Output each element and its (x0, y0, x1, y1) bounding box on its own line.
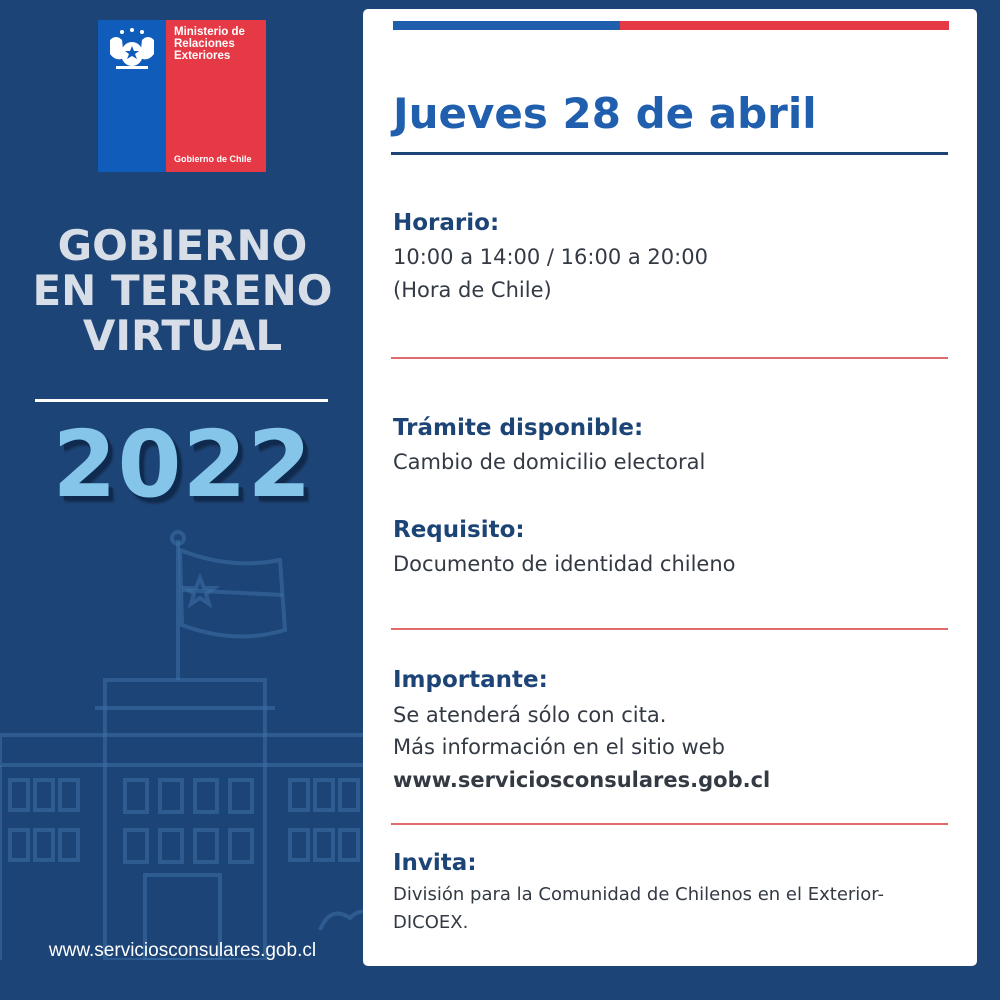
building-illustration (0, 520, 370, 960)
government-name: Gobierno de Chile (174, 154, 252, 164)
flag-color-bar (393, 21, 949, 30)
invita-value: División para la Comunidad de Chilenos en el Exterior- DICOEX. (393, 884, 885, 933)
campaign-year: 2022 (52, 411, 313, 518)
invita-label: Invita: (393, 850, 477, 876)
importante-url[interactable]: www.serviciosconsulares.gob.cl (393, 768, 771, 792)
requisito-value: Documento de identidad chileno (393, 552, 736, 576)
importante-label: Importante: (393, 667, 548, 693)
flag-bar-red (620, 21, 949, 30)
requisito-label: Requisito: (393, 517, 525, 543)
flag-bar-blue (393, 21, 620, 30)
footer-website[interactable]: www.serviciosconsulares.gob.cl (48, 940, 317, 961)
campaign-title-line-3: VIRTUAL (82, 311, 283, 360)
horario-label: Horario: (393, 210, 500, 236)
importante-line-1: Se atenderá sólo con cita. (393, 703, 667, 727)
info-card (363, 9, 977, 966)
campaign-title-line-2: EN TERRENO (32, 266, 333, 315)
title-divider (35, 399, 328, 402)
importante-line-2: Más información en el sitio web (393, 735, 725, 759)
coat-of-arms-icon (102, 26, 162, 72)
event-date: Jueves 28 de abril (393, 89, 817, 138)
section-divider (391, 628, 948, 630)
horario-hours: 10:00 a 14:00 / 16:00 a 20:00 (393, 245, 708, 269)
tramite-label: Trámite disponible: (393, 415, 644, 441)
date-underline (391, 152, 948, 155)
section-divider (391, 357, 948, 359)
ministry-logo (98, 20, 266, 172)
section-divider (391, 823, 948, 825)
ministry-name: Ministerio de Relaciones Exteriores (174, 26, 245, 62)
tramite-value: Cambio de domicilio electoral (393, 450, 706, 474)
campaign-title-line-1: GOBIERNO (57, 221, 308, 270)
horario-note: (Hora de Chile) (393, 278, 552, 302)
